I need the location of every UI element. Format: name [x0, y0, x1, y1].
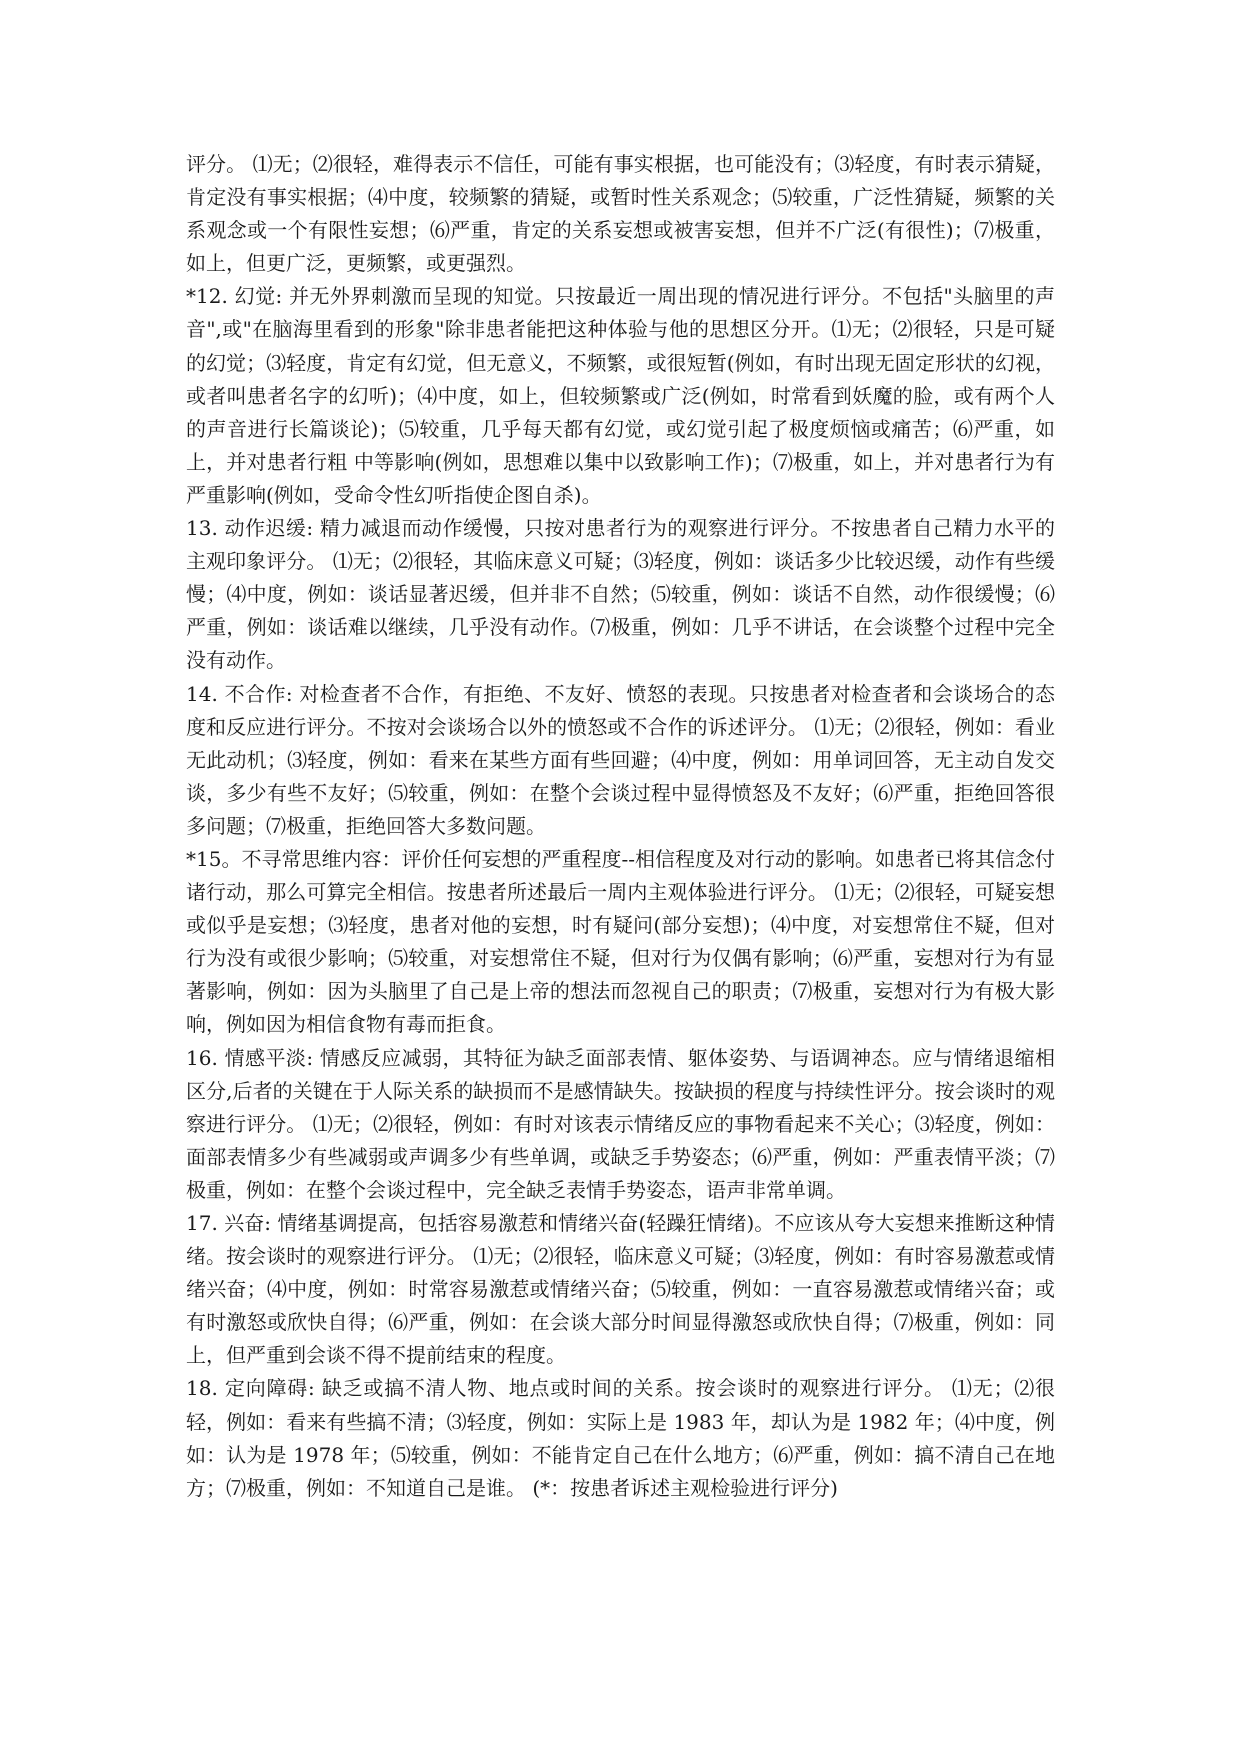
paragraph-item-18-disorientation: 18. 定向障碍: 缺乏或搞不清人物、地点或时间的关系。按会谈时的观察进行评分。 ⑴无；⑵很轻，例如：看来有些搞不清；⑶轻度，例如：实际上是 1983 年，却认为是 1982 年；⑷中度，例如：认为是 1978 年；⑸较重，例如：不能肯定自己在什么地方；⑹严重，例如：搞不清自己在地方；⑺极重，例如：不知道自己是谁。 (*：按患者诉述主观检验进行评分)	[186, 1376, 1055, 1500]
paragraph-item-11-continued: 评分。 ⑴无；⑵很轻，难得表示不信任，可能有事实根据，也可能没有；⑶轻度，有时表示猜疑，肯定没有事实根据；⑷中度，较频繁的猜疑，或暂时性关系观念；⑸较重，广泛性猜疑，频繁的关系观念或一个有限性妄想；⑹严重，肯定的关系妄想或被害妄想，但并不广泛(有很性)；⑺极重，如上，但更广泛，更频繁，或更强烈。	[186, 152, 1055, 276]
paragraph-item-17-excitement: 17. 兴奋: 情绪基调提高，包括容易激惹和情绪兴奋(轻躁狂情绪)。不应该从夸大妄想来推断这种情绪。按会谈时的观察进行评分。 ⑴无；⑵很轻，临床意义可疑；⑶轻度，例如：有时容易激惹或情绪兴奋；⑷中度，例如：时常容易激惹或情绪兴奋；⑸较重，例如：一直容易激惹或情绪兴奋；或有时激怒或欣快自得；⑹严重，例如：在会谈大部分时间显得激怒或欣快自得；⑺极重，例如：同上，但严重到会谈不得不提前结束的程度。	[186, 1211, 1055, 1368]
paragraph-item-15-unusual-thought-content: *15。不寻常思维内容：评价任何妄想的严重程度--相信程度及对行动的影响。如患者已将其信念付诸行动，那么可算完全相信。按患者所述最后一周内主观体验进行评分。 ⑴无；⑵很轻，可疑妄想或似乎是妄想；⑶轻度，患者对他的妄想，时有疑问(部分妄想)；⑷中度，对妄想常住不疑，但对行为没有或很少影响；⑸较重，对妄想常住不疑，但对行为仅偶有影响；⑹严重，妄想对行为有显著影响，例如：因为头脑里了自己是上帝的想法而忽视自己的职责；⑺极重，妄想对行为有极大影响，例如因为相信食物有毒而拒食。	[186, 846, 1055, 1037]
paragraph-item-16-blunted-affect: 16. 情感平淡: 情感反应减弱，其特征为缺乏面部表情、躯体姿势、与语调神态。应与情绪退缩相区分,后者的关键在于人际关系的缺损而不是感情缺失。按缺损的程度与持续性评分。按会谈时的观察进行评分。 ⑴无；⑵很轻，例如：有时对该表示情绪反应的事物看起来不关心；⑶轻度，例如：面部表情多少有些减弱或声调多少有些单调，或缺乏手势姿态；⑹严重，例如：严重表情平淡；⑺极重，例如：在整个会谈过程中，完全缺乏表情手势姿态，语声非常单调。	[186, 1045, 1055, 1202]
paragraph-item-14-uncooperativeness: 14. 不合作: 对检查者不合作，有拒绝、不友好、愤怒的表现。只按患者对检查者和会谈场合的态度和反应进行评分。不按对会谈场合以外的愤怒或不合作的诉述评分。 ⑴无；⑵很轻，例如：看业无此动机；⑶轻度，例如：看来在某些方面有些回避；⑷中度，例如：用单词回答，无主动自发交谈，多少有些不友好；⑸较重，例如：在整个会谈过程中显得愤怒及不友好；⑹严重，拒绝回答很多问题；⑺极重，拒绝回答大多数问题。	[186, 681, 1055, 838]
paragraph-item-12-hallucinations: *12. 幻觉: 并无外界刺激而呈现的知觉。只按最近一周出现的情况进行评分。不包括"头脑里的声音",或"在脑海里看到的形象"除非患者能把这种体验与他的思想区分开。⑴无；⑵很轻，只是可疑的幻觉；⑶轻度，肯定有幻觉，但无意义，不频繁，或很短暂(例如，有时出现无固定形状的幻视，或者叫患者名字的幻听)；⑷中度，如上，但较频繁或广泛(例如，时常看到妖魔的脸，或有两个人的声音进行长篇谈论)；⑸较重，几乎每天都有幻觉，或幻觉引起了极度烦恼或痛苦；⑹严重，如上，并对患者行粗 中等影响(例如，思想难以集中以致影响工作)；⑺极重，如上，并对患者行为有严重影响(例如，受命令性幻听指使企图自杀)。	[186, 284, 1055, 507]
paragraph-item-13-motor-retardation: 13. 动作迟缓: 精力减退而动作缓慢，只按对患者行为的观察进行评分。不按患者自己精力水平的主观印象评分。 ⑴无；⑵很轻，其临床意义可疑；⑶轻度，例如：谈话多少比较迟缓，动作有些缓慢；⑷中度，例如：谈话显著迟缓，但并非不自然；⑸较重，例如：谈话不自然，动作很缓慢；⑹严重，例如：谈话难以继续，几乎没有动作。⑺极重，例如：几乎不讲话，在会谈整个过程中完全没有动作。	[186, 516, 1055, 673]
document-body	[186, 148, 1055, 1505]
